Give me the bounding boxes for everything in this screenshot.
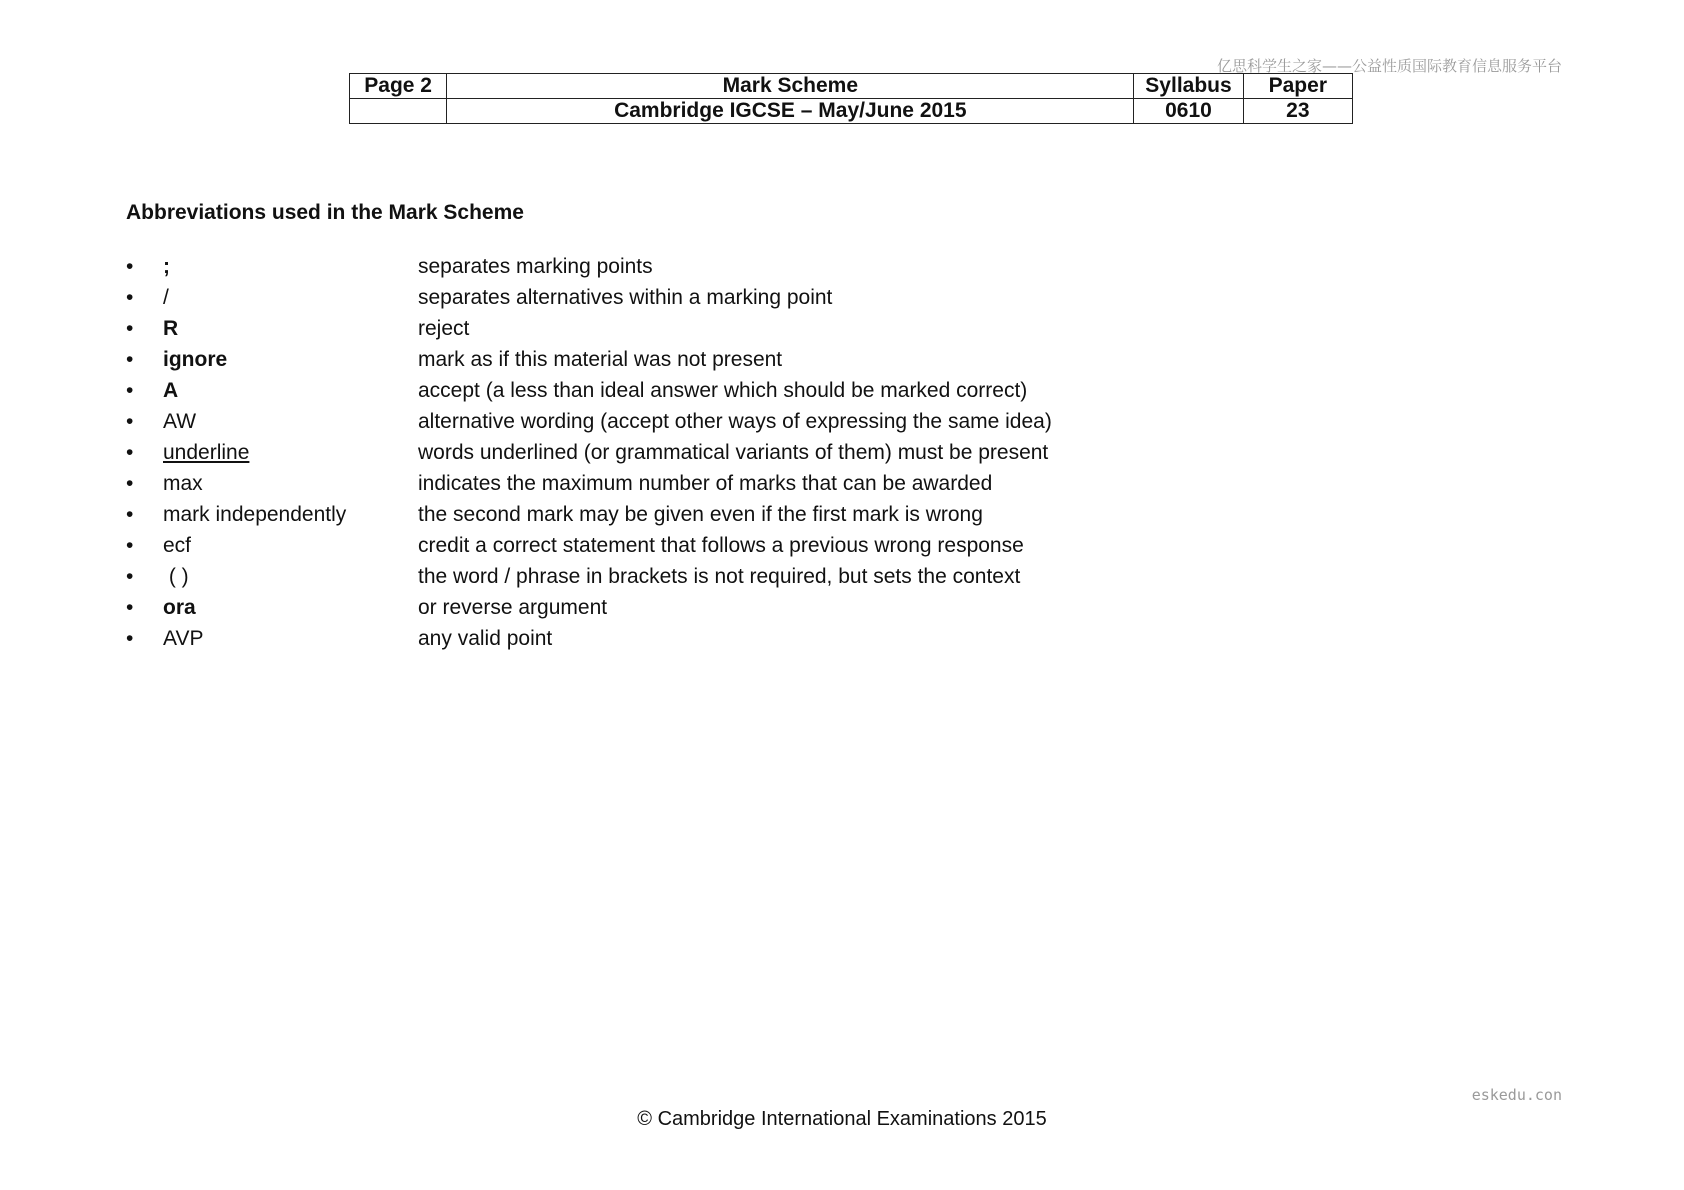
abbr-desc: any valid point bbox=[418, 627, 553, 650]
abbr-desc: the word / phrase in brackets is not required, but sets the context bbox=[418, 565, 1021, 588]
abbreviation-list bbox=[126, 251, 1052, 654]
abbr-desc: the second mark may be given even if the first mark is wrong bbox=[418, 503, 983, 526]
abbr-desc: or reverse argument bbox=[418, 596, 608, 619]
abbr-desc: words underlined (or grammatical variants of them) must be present bbox=[418, 441, 1049, 464]
abbr-term: AVP bbox=[163, 627, 204, 650]
list-item bbox=[126, 623, 1052, 654]
bullet: • bbox=[126, 255, 134, 278]
page-number: Page 2 bbox=[350, 74, 447, 99]
abbr-term: ( ) bbox=[163, 565, 189, 588]
bullet: • bbox=[126, 596, 134, 619]
abbr-term: ecf bbox=[163, 534, 192, 557]
abbr-desc: credit a correct statement that follows a previous wrong response bbox=[418, 534, 1024, 557]
copyright-footer: © Cambridge International Examinations 2015 bbox=[637, 1108, 1047, 1130]
bullet: • bbox=[126, 472, 134, 495]
abbr-desc: separates alternatives within a marking point bbox=[418, 286, 833, 309]
abbr-desc: separates marking points bbox=[418, 255, 653, 278]
list-item bbox=[126, 313, 1052, 344]
header-table bbox=[349, 73, 1353, 124]
abbr-desc: accept (a less than ideal answer which should be marked correct) bbox=[418, 379, 1028, 402]
bullet: • bbox=[126, 534, 134, 557]
exam-title: Cambridge IGCSE – May/June 2015 bbox=[447, 99, 1134, 124]
mark-scheme-label: Mark Scheme bbox=[447, 74, 1134, 99]
underlined-term: underline bbox=[163, 441, 250, 464]
abbr-term bbox=[163, 437, 418, 468]
list-item bbox=[126, 592, 1052, 623]
bullet: • bbox=[126, 410, 134, 433]
bullet: • bbox=[126, 317, 134, 340]
section-title: Abbreviations used in the Mark Scheme bbox=[126, 201, 524, 224]
bullet: • bbox=[126, 348, 134, 371]
list-item bbox=[126, 499, 1052, 530]
bullet: • bbox=[126, 627, 134, 650]
paper-label: Paper bbox=[1243, 74, 1352, 99]
list-item bbox=[126, 437, 1052, 468]
bullet: • bbox=[126, 441, 134, 464]
paper-number: 23 bbox=[1243, 99, 1352, 124]
abbr-term: AW bbox=[163, 410, 197, 433]
abbr-term: max bbox=[163, 472, 203, 495]
list-item bbox=[126, 251, 1052, 282]
watermark-top: 亿思科学生之家——公益性质国际教育信息服务平台 bbox=[1216, 57, 1562, 75]
list-item bbox=[126, 344, 1052, 375]
bullet: • bbox=[126, 286, 134, 309]
abbr-desc: indicates the maximum number of marks that can be awarded bbox=[418, 472, 993, 495]
abbr-term: A bbox=[163, 379, 179, 402]
abbr-term: ; bbox=[163, 255, 170, 278]
syllabus-code: 0610 bbox=[1134, 99, 1243, 124]
abbr-term: ignore bbox=[163, 348, 228, 371]
list-item bbox=[126, 530, 1052, 561]
abbr-desc: mark as if this material was not present bbox=[418, 348, 783, 371]
bullet: • bbox=[126, 503, 134, 526]
abbr-term: R bbox=[163, 317, 179, 340]
watermark-bottom: eskedu.con bbox=[1471, 1086, 1562, 1104]
list-item bbox=[126, 406, 1052, 437]
syllabus-label: Syllabus bbox=[1134, 74, 1243, 99]
abbr-desc: alternative wording (accept other ways of expressing the same idea) bbox=[418, 410, 1052, 433]
empty-cell bbox=[350, 99, 447, 124]
list-item bbox=[126, 375, 1052, 406]
bullet: • bbox=[126, 565, 134, 588]
abbr-term: / bbox=[163, 286, 169, 309]
list-item bbox=[126, 561, 1052, 592]
list-item bbox=[126, 282, 1052, 313]
abbr-term: ora bbox=[163, 596, 196, 619]
abbr-term: mark independently bbox=[163, 503, 347, 526]
abbr-desc: reject bbox=[418, 317, 470, 340]
bullet: • bbox=[126, 379, 134, 402]
list-item bbox=[126, 468, 1052, 499]
